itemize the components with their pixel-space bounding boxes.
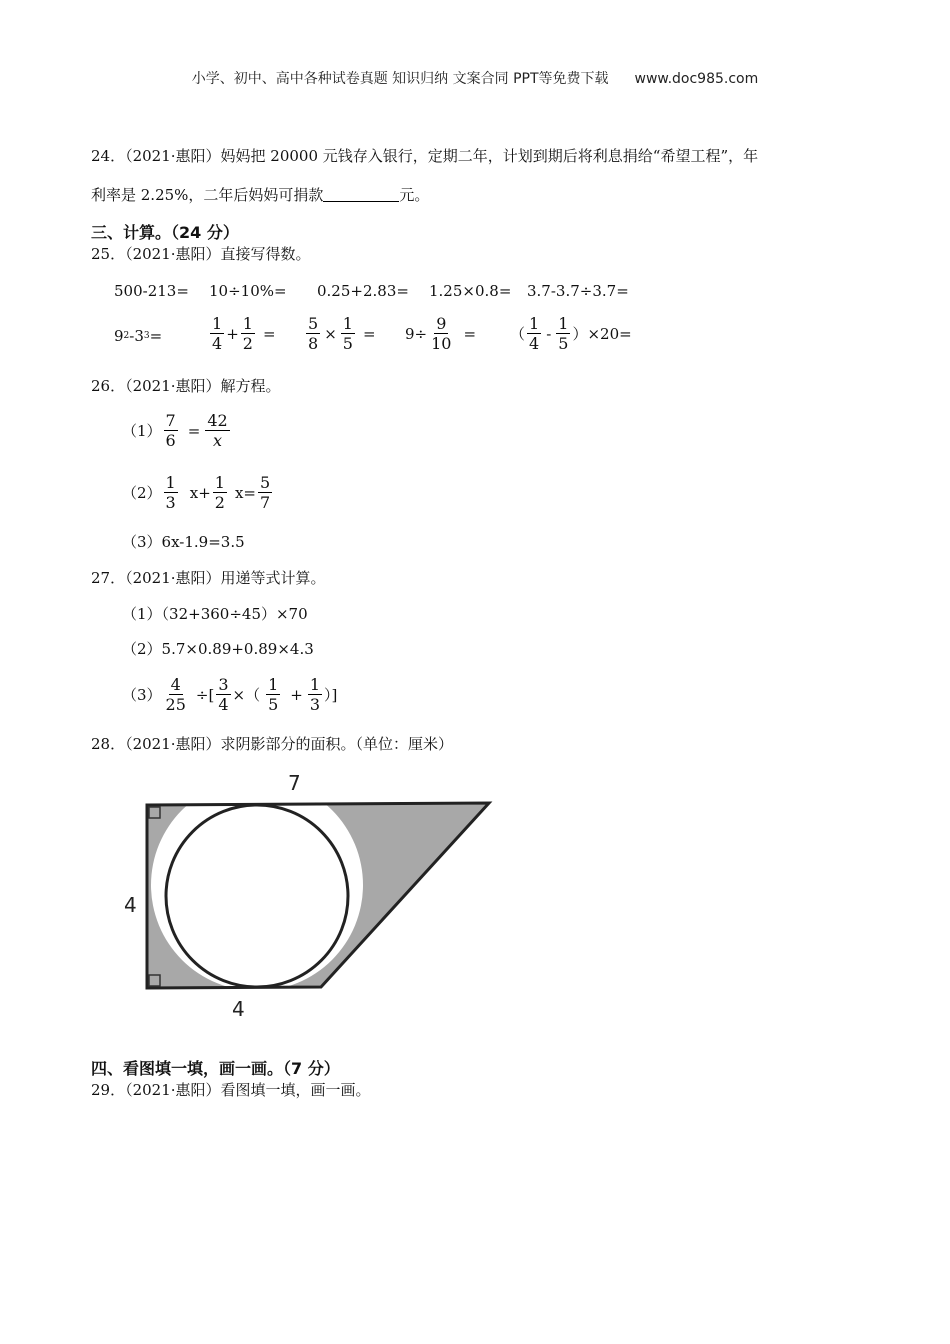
q25-row2-item1: 9 2 -3 3 = bbox=[114, 327, 163, 345]
q24-line2 bbox=[91, 185, 429, 205]
q26-part2: （2） $\frac{1}{3}$ x+ $\frac{1}{2}$ x= $\frac{5}{7}$ bbox=[122, 473, 271, 512]
q25-row2-item5: （ $\frac{1}{4}$ - $\frac{1}{5}$ ）×20= bbox=[510, 314, 632, 353]
inscribed-circle bbox=[166, 805, 348, 987]
q27-part1: （1）（32+360÷45）×70 bbox=[122, 605, 308, 623]
header-url: www.doc985.com bbox=[634, 71, 759, 87]
q26-part3: （3）6x-1.9=3.5 bbox=[122, 533, 245, 551]
q27-part2: （2）5.7×0.89+0.89×4.3 bbox=[122, 640, 314, 658]
page-header bbox=[0, 68, 950, 88]
shaded-area-figure bbox=[118, 770, 508, 1030]
q25-row2-item2: $\frac{1}{4}$ + $\frac{1}{2}$ = bbox=[212, 314, 276, 353]
section-3-heading: 三、计算。（24 分） bbox=[91, 223, 239, 242]
label-bottom: 4 bbox=[232, 997, 245, 1021]
q25-row1-item1: 500-213= bbox=[114, 282, 189, 300]
q27-part3: （3） $\frac{4}{25}$ ÷[ $\frac{3}{4}$ ×（ $\frac{1}{5}$ + $\frac{1}{3}$ ）] bbox=[122, 675, 338, 714]
q27-title: 27．（2021·惠阳）用递等式计算。 bbox=[91, 569, 326, 587]
q25-row1-item5: 3.7-3.7÷3.7= bbox=[527, 282, 629, 300]
q25-row2-item3: $\frac{5}{8}$ × $\frac{1}{5}$ = bbox=[308, 314, 376, 353]
header-text: 小学、初中、高中各种试卷真题 知识归纳 文案合同 PPT等免费下载 bbox=[191, 71, 609, 87]
label-top: 7 bbox=[288, 771, 301, 795]
answer-blank[interactable] bbox=[323, 187, 399, 202]
label-left: 4 bbox=[124, 893, 137, 917]
q25-row1-item4: 1.25×0.8= bbox=[429, 282, 512, 300]
q25-row1-item3: 0.25+2.83= bbox=[317, 282, 409, 300]
q24-line2-pre: 利率是 2.25%，二年后妈妈可捐款 bbox=[91, 186, 324, 204]
section-4-heading: 四、看图填一填，画一画。（7 分） bbox=[91, 1059, 340, 1078]
q24-line1: 24．（2021·惠阳）妈妈把 20000 元钱存入银行，定期二年，计划到期后将利息捐给“希望工程”，年 bbox=[91, 147, 759, 165]
q24-line2-post: 元。 bbox=[399, 186, 430, 204]
q28-title: 28．（2021·惠阳）求阴影部分的面积。（单位：厘米） bbox=[91, 735, 454, 753]
q29-title: 29．（2021·惠阳）看图填一填，画一画。 bbox=[91, 1081, 371, 1099]
q25-title: 25．（2021·惠阳）直接写得数。 bbox=[91, 245, 311, 263]
q26-title: 26．（2021·惠阳）解方程。 bbox=[91, 377, 281, 395]
q25-row2-item4: 9÷ $\frac{9}{10}$ = bbox=[405, 314, 477, 353]
q25-row1-item2: 10÷10%= bbox=[209, 282, 287, 300]
q26-part1: （1） $\frac{7}{6}$ = $\frac{42}{x}$ bbox=[122, 411, 228, 450]
